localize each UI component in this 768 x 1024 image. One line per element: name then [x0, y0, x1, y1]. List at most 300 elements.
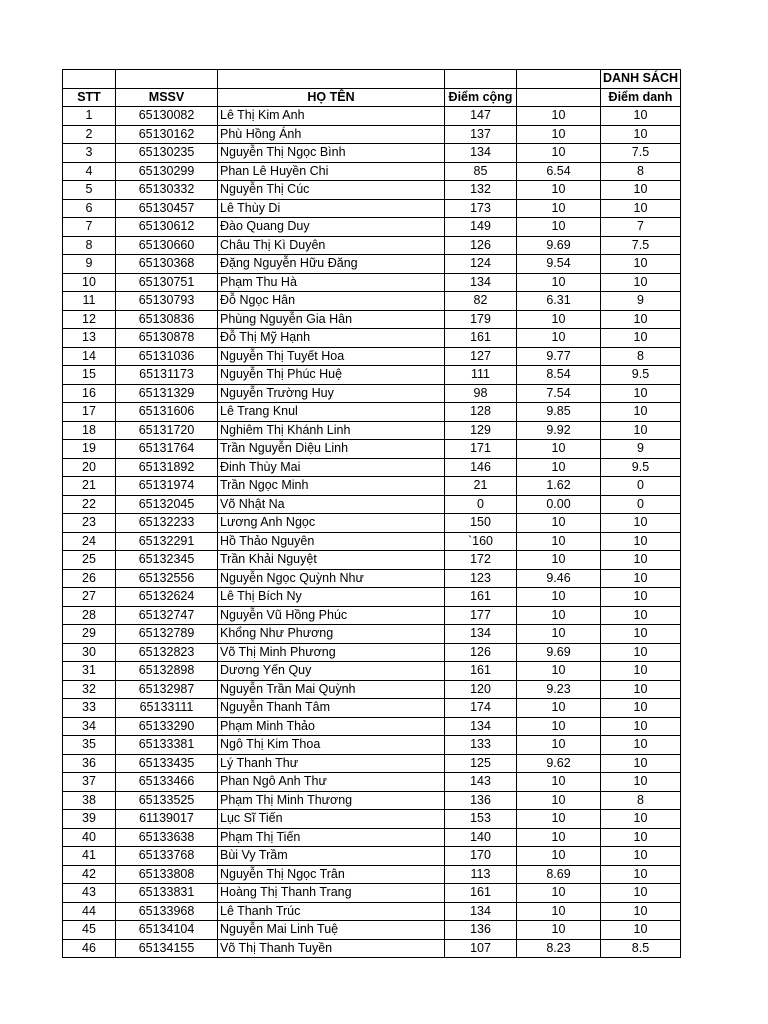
cell-diem-danh: 8.5	[601, 939, 681, 958]
cell-diem-danh: 7.5	[601, 236, 681, 255]
table-row	[63, 495, 681, 514]
cell-stt: 43	[63, 884, 116, 903]
cell-diem-cong: 173	[445, 199, 517, 218]
cell-stt: 19	[63, 440, 116, 459]
cell-diem-danh: 9	[601, 292, 681, 311]
title-row	[63, 70, 681, 89]
title-spacer	[517, 70, 601, 89]
cell-ho-ten: Lục Sĩ Tiến	[218, 810, 445, 829]
cell-diem-cong: 149	[445, 218, 517, 237]
cell-ho-ten: Phan Lê Huyền Chi	[218, 162, 445, 181]
cell-diem-danh: 10	[601, 717, 681, 736]
table-row	[63, 754, 681, 773]
cell-stt: 20	[63, 458, 116, 477]
cell-diem-danh: 10	[601, 680, 681, 699]
cell-mssv: 65133808	[116, 865, 218, 884]
title-spacer	[445, 70, 517, 89]
cell-stt: 26	[63, 569, 116, 588]
cell-converted-score: 10	[517, 532, 601, 551]
table-row	[63, 273, 681, 292]
cell-ho-ten: Hoàng Thị Thanh Trang	[218, 884, 445, 903]
cell-diem-danh: 10	[601, 810, 681, 829]
table-row	[63, 828, 681, 847]
table-row	[63, 625, 681, 644]
cell-diem-danh: 8	[601, 162, 681, 181]
cell-mssv: 65132747	[116, 606, 218, 625]
cell-diem-danh: 10	[601, 329, 681, 348]
cell-diem-danh: 10	[601, 551, 681, 570]
table-row	[63, 162, 681, 181]
cell-stt: 16	[63, 384, 116, 403]
table-row	[63, 865, 681, 884]
cell-ho-ten: Nguyễn Thị Ngọc Trân	[218, 865, 445, 884]
table-row	[63, 125, 681, 144]
cell-converted-score: 9.85	[517, 403, 601, 422]
cell-diem-cong: 136	[445, 791, 517, 810]
cell-ho-ten: Khổng Như Phương	[218, 625, 445, 644]
cell-converted-score: 10	[517, 847, 601, 866]
cell-diem-danh: 10	[601, 847, 681, 866]
cell-mssv: 65130878	[116, 329, 218, 348]
cell-diem-danh: 10	[601, 625, 681, 644]
table-row	[63, 458, 681, 477]
cell-mssv: 65133638	[116, 828, 218, 847]
cell-mssv: 65131606	[116, 403, 218, 422]
cell-converted-score: 8.69	[517, 865, 601, 884]
cell-converted-score: 10	[517, 107, 601, 126]
cell-diem-cong: 137	[445, 125, 517, 144]
cell-ho-ten: Nguyễn Mai Linh Tuệ	[218, 921, 445, 940]
cell-diem-danh: 8	[601, 791, 681, 810]
cell-ho-ten: Trần Nguyễn Diệu Linh	[218, 440, 445, 459]
cell-diem-danh: 10	[601, 902, 681, 921]
cell-diem-cong: 147	[445, 107, 517, 126]
cell-converted-score: 9.69	[517, 643, 601, 662]
cell-mssv: 61139017	[116, 810, 218, 829]
cell-converted-score: 8.54	[517, 366, 601, 385]
student-list-table	[62, 69, 681, 958]
cell-mssv: 65132823	[116, 643, 218, 662]
cell-mssv: 65133768	[116, 847, 218, 866]
cell-mssv: 65131974	[116, 477, 218, 496]
cell-stt: 38	[63, 791, 116, 810]
table-row	[63, 921, 681, 940]
table-row	[63, 477, 681, 496]
cell-diem-danh: 10	[601, 865, 681, 884]
cell-stt: 13	[63, 329, 116, 348]
cell-mssv: 65132045	[116, 495, 218, 514]
cell-stt: 39	[63, 810, 116, 829]
cell-diem-cong: 134	[445, 273, 517, 292]
cell-diem-cong: 171	[445, 440, 517, 459]
cell-ho-ten: Đinh Thùy Mai	[218, 458, 445, 477]
cell-ho-ten: Nguyễn Vũ Hồng Phúc	[218, 606, 445, 625]
table-row	[63, 218, 681, 237]
cell-diem-cong: 123	[445, 569, 517, 588]
cell-stt: 7	[63, 218, 116, 237]
cell-diem-danh: 0	[601, 495, 681, 514]
cell-diem-danh: 10	[601, 588, 681, 607]
cell-diem-danh: 10	[601, 125, 681, 144]
cell-converted-score: 10	[517, 699, 601, 718]
cell-diem-danh: 10	[601, 736, 681, 755]
cell-diem-cong: 161	[445, 588, 517, 607]
cell-diem-cong: 174	[445, 699, 517, 718]
sheet-title: DANH SÁCH	[601, 70, 681, 89]
cell-stt: 29	[63, 625, 116, 644]
cell-ho-ten: Võ Thị Minh Phương	[218, 643, 445, 662]
cell-mssv: 65131764	[116, 440, 218, 459]
cell-ho-ten: Phạm Thu Hà	[218, 273, 445, 292]
table-row	[63, 773, 681, 792]
cell-diem-cong: 161	[445, 662, 517, 681]
cell-diem-danh: 9.5	[601, 458, 681, 477]
table-row	[63, 717, 681, 736]
cell-diem-danh: 10	[601, 384, 681, 403]
cell-ho-ten: Đặng Nguyễn Hữu Đăng	[218, 255, 445, 274]
cell-diem-cong: 120	[445, 680, 517, 699]
cell-converted-score: 10	[517, 717, 601, 736]
cell-diem-danh: 10	[601, 662, 681, 681]
cell-diem-cong: 111	[445, 366, 517, 385]
cell-diem-danh: 10	[601, 773, 681, 792]
cell-mssv: 65132345	[116, 551, 218, 570]
cell-mssv: 65130235	[116, 144, 218, 163]
cell-ho-ten: Trần Ngọc Minh	[218, 477, 445, 496]
cell-ho-ten: Châu Thị Kì Duyên	[218, 236, 445, 255]
cell-mssv: 65133111	[116, 699, 218, 718]
cell-diem-cong: `160	[445, 532, 517, 551]
table-row	[63, 902, 681, 921]
table-row	[63, 236, 681, 255]
cell-converted-score: 10	[517, 144, 601, 163]
cell-converted-score: 9.46	[517, 569, 601, 588]
cell-ho-ten: Võ Thị Thanh Tuyền	[218, 939, 445, 958]
cell-diem-danh: 10	[601, 199, 681, 218]
table-row	[63, 588, 681, 607]
cell-diem-cong: 170	[445, 847, 517, 866]
cell-mssv: 65133831	[116, 884, 218, 903]
cell-converted-score: 1.62	[517, 477, 601, 496]
cell-converted-score: 9.62	[517, 754, 601, 773]
table-row	[63, 884, 681, 903]
cell-stt: 2	[63, 125, 116, 144]
cell-converted-score: 10	[517, 902, 601, 921]
cell-stt: 37	[63, 773, 116, 792]
table-row	[63, 662, 681, 681]
cell-stt: 41	[63, 847, 116, 866]
cell-stt: 44	[63, 902, 116, 921]
title-spacer	[116, 70, 218, 89]
cell-ho-ten: Nguyễn Thị Cúc	[218, 181, 445, 200]
cell-stt: 36	[63, 754, 116, 773]
cell-mssv: 65131892	[116, 458, 218, 477]
cell-converted-score: 10	[517, 921, 601, 940]
cell-mssv: 65130332	[116, 181, 218, 200]
cell-ho-ten: Lê Thùy Di	[218, 199, 445, 218]
table-row	[63, 514, 681, 533]
cell-mssv: 65130299	[116, 162, 218, 181]
cell-diem-cong: 85	[445, 162, 517, 181]
table-row	[63, 440, 681, 459]
cell-stt: 45	[63, 921, 116, 940]
title-spacer	[63, 70, 116, 89]
cell-mssv: 65131036	[116, 347, 218, 366]
cell-ho-ten: Phan Ngô Anh Thư	[218, 773, 445, 792]
cell-converted-score: 10	[517, 791, 601, 810]
cell-ho-ten: Đỗ Ngọc Hân	[218, 292, 445, 311]
cell-diem-danh: 10	[601, 421, 681, 440]
cell-mssv: 65133968	[116, 902, 218, 921]
cell-stt: 34	[63, 717, 116, 736]
cell-mssv: 65130457	[116, 199, 218, 218]
table-row	[63, 144, 681, 163]
table-row	[63, 847, 681, 866]
cell-mssv: 65130660	[116, 236, 218, 255]
cell-converted-score: 10	[517, 551, 601, 570]
table-row	[63, 643, 681, 662]
cell-diem-danh: 10	[601, 921, 681, 940]
cell-mssv: 65132789	[116, 625, 218, 644]
cell-mssv: 65131173	[116, 366, 218, 385]
cell-diem-cong: 161	[445, 884, 517, 903]
cell-diem-danh: 10	[601, 532, 681, 551]
table-row	[63, 107, 681, 126]
cell-diem-danh: 10	[601, 255, 681, 274]
cell-ho-ten: Nguyễn Thị Tuyết Hoa	[218, 347, 445, 366]
table-row	[63, 366, 681, 385]
cell-converted-score: 10	[517, 310, 601, 329]
cell-diem-danh: 10	[601, 107, 681, 126]
table-row	[63, 569, 681, 588]
cell-diem-danh: 10	[601, 514, 681, 533]
cell-converted-score: 6.54	[517, 162, 601, 181]
cell-stt: 4	[63, 162, 116, 181]
cell-ho-ten: Đào Quang Duy	[218, 218, 445, 237]
cell-stt: 14	[63, 347, 116, 366]
cell-ho-ten: Dương Yến Quy	[218, 662, 445, 681]
cell-mssv: 65133381	[116, 736, 218, 755]
cell-ho-ten: Nguyễn Thanh Tâm	[218, 699, 445, 718]
table-row	[63, 255, 681, 274]
cell-diem-cong: 113	[445, 865, 517, 884]
table-row	[63, 810, 681, 829]
cell-converted-score: 10	[517, 514, 601, 533]
cell-converted-score: 10	[517, 773, 601, 792]
cell-diem-cong: 128	[445, 403, 517, 422]
cell-diem-danh: 10	[601, 310, 681, 329]
cell-diem-cong: 143	[445, 773, 517, 792]
cell-diem-danh: 10	[601, 181, 681, 200]
cell-stt: 27	[63, 588, 116, 607]
cell-mssv: 65134104	[116, 921, 218, 940]
cell-diem-cong: 107	[445, 939, 517, 958]
cell-converted-score: 9.69	[517, 236, 601, 255]
table-row	[63, 736, 681, 755]
header-diem-danh: Điểm danh	[601, 88, 681, 107]
cell-ho-ten: Phùng Nguyễn Gia Hân	[218, 310, 445, 329]
cell-diem-cong: 150	[445, 514, 517, 533]
cell-diem-danh: 10	[601, 828, 681, 847]
cell-stt: 42	[63, 865, 116, 884]
cell-ho-ten: Phạm Thị Minh Thương	[218, 791, 445, 810]
cell-converted-score: 10	[517, 329, 601, 348]
cell-mssv: 65130836	[116, 310, 218, 329]
cell-diem-danh: 9.5	[601, 366, 681, 385]
table-row	[63, 292, 681, 311]
cell-diem-danh: 8	[601, 347, 681, 366]
cell-converted-score: 10	[517, 828, 601, 847]
cell-converted-score: 9.54	[517, 255, 601, 274]
cell-mssv: 65132233	[116, 514, 218, 533]
cell-ho-ten: Lê Thị Kim Anh	[218, 107, 445, 126]
table-row	[63, 699, 681, 718]
cell-diem-danh: 10	[601, 273, 681, 292]
cell-converted-score: 9.77	[517, 347, 601, 366]
cell-diem-cong: 125	[445, 754, 517, 773]
cell-diem-cong: 82	[445, 292, 517, 311]
cell-stt: 40	[63, 828, 116, 847]
cell-ho-ten: Nghiêm Thị Khánh Linh	[218, 421, 445, 440]
cell-ho-ten: Hồ Thảo Nguyên	[218, 532, 445, 551]
cell-diem-cong: 136	[445, 921, 517, 940]
cell-ho-ten: Trần Khải Nguyệt	[218, 551, 445, 570]
cell-diem-cong: 134	[445, 144, 517, 163]
cell-converted-score: 10	[517, 810, 601, 829]
cell-diem-cong: 133	[445, 736, 517, 755]
cell-ho-ten: Lê Thanh Trúc	[218, 902, 445, 921]
cell-converted-score: 9.92	[517, 421, 601, 440]
cell-stt: 32	[63, 680, 116, 699]
cell-converted-score: 9.23	[517, 680, 601, 699]
cell-stt: 3	[63, 144, 116, 163]
cell-mssv: 65131720	[116, 421, 218, 440]
cell-diem-cong: 172	[445, 551, 517, 570]
cell-converted-score: 10	[517, 273, 601, 292]
cell-ho-ten: Bùi Vy Trầm	[218, 847, 445, 866]
cell-ho-ten: Lê Thị Bích Ny	[218, 588, 445, 607]
cell-diem-cong: 126	[445, 643, 517, 662]
cell-mssv: 65133466	[116, 773, 218, 792]
cell-diem-danh: 7	[601, 218, 681, 237]
cell-converted-score: 10	[517, 199, 601, 218]
cell-stt: 6	[63, 199, 116, 218]
cell-converted-score: 10	[517, 606, 601, 625]
cell-diem-cong: 161	[445, 329, 517, 348]
cell-converted-score: 7.54	[517, 384, 601, 403]
cell-converted-score: 0.00	[517, 495, 601, 514]
table-row	[63, 403, 681, 422]
cell-diem-danh: 10	[601, 643, 681, 662]
cell-ho-ten: Nguyễn Thị Ngọc Bình	[218, 144, 445, 163]
cell-ho-ten: Phạm Thị Tiến	[218, 828, 445, 847]
cell-stt: 9	[63, 255, 116, 274]
header-mssv: MSSV	[116, 88, 218, 107]
cell-stt: 24	[63, 532, 116, 551]
cell-mssv: 65132987	[116, 680, 218, 699]
cell-converted-score: 10	[517, 181, 601, 200]
table-row	[63, 329, 681, 348]
cell-diem-cong: 134	[445, 902, 517, 921]
cell-diem-cong: 134	[445, 625, 517, 644]
table-row	[63, 181, 681, 200]
table-row	[63, 680, 681, 699]
cell-diem-danh: 10	[601, 699, 681, 718]
cell-diem-cong: 126	[445, 236, 517, 255]
cell-ho-ten: Lý Thanh Thư	[218, 754, 445, 773]
cell-ho-ten: Lương Anh Ngọc	[218, 514, 445, 533]
cell-mssv: 65132898	[116, 662, 218, 681]
header-row	[63, 88, 681, 107]
table-row	[63, 939, 681, 958]
cell-stt: 18	[63, 421, 116, 440]
cell-diem-cong: 179	[445, 310, 517, 329]
cell-ho-ten: Đỗ Thị Mỹ Hạnh	[218, 329, 445, 348]
header-ho-ten: HỌ TÊN	[218, 88, 445, 107]
cell-mssv: 65132291	[116, 532, 218, 551]
cell-mssv: 65132556	[116, 569, 218, 588]
cell-mssv: 65130162	[116, 125, 218, 144]
cell-diem-danh: 9	[601, 440, 681, 459]
cell-ho-ten: Nguyễn Trần Mai Quỳnh	[218, 680, 445, 699]
table-row	[63, 310, 681, 329]
cell-stt: 28	[63, 606, 116, 625]
cell-mssv: 65130612	[116, 218, 218, 237]
cell-diem-danh: 0	[601, 477, 681, 496]
cell-diem-danh: 10	[601, 884, 681, 903]
table-row	[63, 384, 681, 403]
cell-stt: 25	[63, 551, 116, 570]
cell-converted-score: 6.31	[517, 292, 601, 311]
cell-mssv: 65132624	[116, 588, 218, 607]
cell-mssv: 65131329	[116, 384, 218, 403]
cell-mssv: 65130082	[116, 107, 218, 126]
cell-ho-ten: Nguyễn Ngọc Quỳnh Như	[218, 569, 445, 588]
cell-converted-score: 10	[517, 736, 601, 755]
cell-diem-cong: 0	[445, 495, 517, 514]
cell-stt: 8	[63, 236, 116, 255]
cell-ho-ten: Võ Nhật Na	[218, 495, 445, 514]
cell-converted-score: 10	[517, 218, 601, 237]
header-diem-cong: Điểm cộng	[445, 88, 517, 107]
table-row	[63, 551, 681, 570]
cell-stt: 31	[63, 662, 116, 681]
cell-ho-ten: Nguyễn Thị Phúc Huệ	[218, 366, 445, 385]
cell-converted-score: 10	[517, 625, 601, 644]
header-stt: STT	[63, 88, 116, 107]
cell-diem-cong: 132	[445, 181, 517, 200]
cell-diem-cong: 177	[445, 606, 517, 625]
title-spacer	[218, 70, 445, 89]
cell-stt: 10	[63, 273, 116, 292]
cell-mssv: 65133290	[116, 717, 218, 736]
cell-stt: 22	[63, 495, 116, 514]
cell-mssv: 65130793	[116, 292, 218, 311]
cell-diem-cong: 134	[445, 717, 517, 736]
cell-stt: 11	[63, 292, 116, 311]
cell-stt: 1	[63, 107, 116, 126]
table-row	[63, 532, 681, 551]
header-converted-score	[517, 88, 601, 107]
cell-stt: 12	[63, 310, 116, 329]
cell-ho-ten: Lê Trang Knul	[218, 403, 445, 422]
cell-stt: 23	[63, 514, 116, 533]
cell-converted-score: 10	[517, 588, 601, 607]
cell-mssv: 65134155	[116, 939, 218, 958]
cell-converted-score: 10	[517, 125, 601, 144]
cell-diem-cong: 21	[445, 477, 517, 496]
cell-stt: 46	[63, 939, 116, 958]
